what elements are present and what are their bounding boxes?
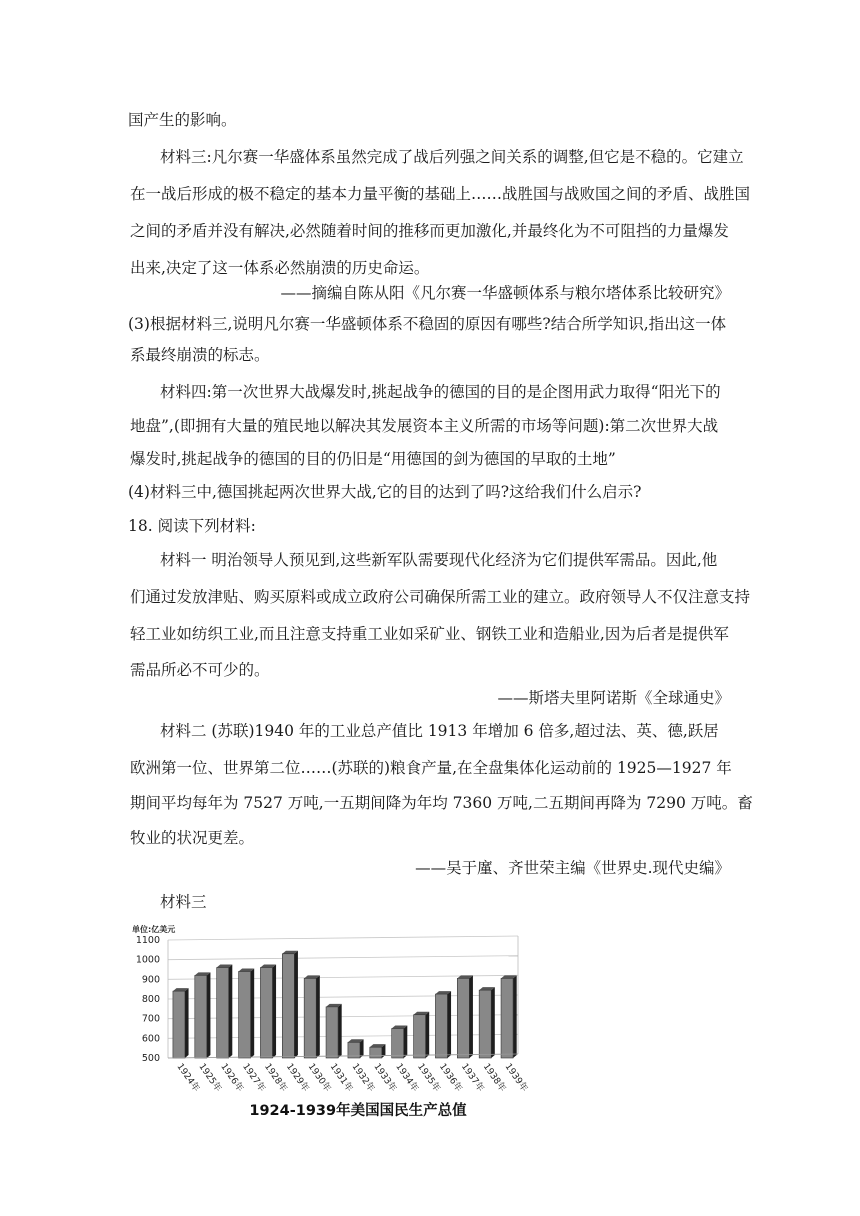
text-line: 牧业的状况更差。	[130, 829, 255, 847]
text-line: 材料三:凡尔赛一华盛体系虽然完成了战后列强之间关系的调整,但它是不稳的。它建立	[160, 148, 744, 166]
chart-bar-side	[207, 972, 211, 1058]
text-line: 材料二 (苏联)1940 年的工业总产值比 1913 年增加 6 倍多,超过法、英、德,跃居	[160, 722, 719, 740]
chart-bar-side	[491, 987, 495, 1058]
chart-xtick-label: 1934年	[393, 1061, 420, 1094]
text-line: 系最终崩溃的标志。	[130, 346, 270, 364]
chart-bar-side	[251, 968, 255, 1058]
text-line: 国产生的影响。	[128, 111, 237, 129]
chart-bar	[326, 1007, 338, 1058]
chart-bar	[260, 968, 272, 1058]
chart-bar	[501, 978, 513, 1058]
text-line: 爆发时,挑起战争的德国的目的仍旧是“用德国的剑为德国的早取的土地”	[130, 450, 616, 468]
chart-bar-side	[338, 1004, 342, 1058]
chart-ytick-label: 900	[141, 974, 160, 986]
chart-bar-side	[469, 975, 473, 1058]
chart-gridline	[168, 956, 518, 960]
chart-xtick-label: 1938年	[480, 1061, 508, 1094]
chart-xtick-label: 1932年	[349, 1061, 376, 1094]
question-18-heading: 18. 阅读下列材料:	[128, 517, 256, 535]
text-line: 在一战后形成的极不稳定的基本力量平衡的基础上……战胜国与战败国之间的矛盾、战胜国	[130, 185, 751, 203]
chart-bar	[392, 1029, 404, 1059]
chart-bar	[370, 1047, 382, 1058]
chart-bar	[282, 954, 294, 1058]
chart-svg	[128, 920, 538, 1120]
chart-xtick-label: 1925年	[196, 1061, 223, 1094]
chart-bar-side	[426, 1012, 430, 1058]
citation: ——斯塔夫里阿诺斯《全球通史》	[497, 689, 730, 707]
question-4: (4)材料三中,德国挑起两次世界大战,它的目的达到了吗?这给我们什么启示?	[128, 483, 642, 501]
text-line: 需品所必不可少的。	[130, 661, 270, 679]
chart-xtick-label: 1936年	[436, 1061, 464, 1094]
chart-bar-side	[294, 951, 298, 1058]
text-line: 出来,决定了这一体系必然崩溃的历史命运。	[130, 259, 430, 277]
chart-bar-side	[404, 1026, 408, 1059]
chart-bar	[435, 994, 447, 1058]
text-line: 轻工业如纺织工业,而且注意支持重工业如采矿业、钢铁工业和造船业,因为后者是提供军	[130, 625, 729, 643]
gnp-bar-chart	[128, 920, 538, 1120]
material-3-label: 材料三	[160, 893, 207, 911]
chart-xtick-label: 1930年	[305, 1061, 333, 1094]
chart-xtick-label: 1928年	[261, 1061, 289, 1094]
chart-xtick-label: 1926年	[218, 1061, 245, 1094]
chart-bar-side	[272, 965, 276, 1058]
chart-xtick-label: 1931年	[327, 1061, 355, 1094]
chart-bar	[304, 978, 316, 1058]
chart-bar	[457, 978, 469, 1058]
chart-ytick-label: 800	[141, 994, 160, 1005]
chart-ytick-label: 600	[141, 1033, 160, 1045]
chart-ytick-label: 500	[141, 1053, 160, 1064]
chart-title: 1924-1939年美国国民生产总值	[249, 1103, 467, 1119]
text-line: 们通过发放津贴、购买原料或成立政府公司确保所需工业的建立。政府领导人不仅注意支持	[130, 588, 751, 606]
chart-bar	[173, 991, 185, 1058]
text-line: 期间平均每年为 7527 万吨,一五期间降为年均 7360 万吨,二五期间再降为 7290 万吨。畜	[130, 794, 753, 812]
chart-bar	[479, 990, 491, 1058]
chart-bar	[239, 971, 251, 1058]
text-line: 地盘”,(即拥有大量的殖民地以解决其发展资本主义所需的市场等问题):第二次世界大战	[130, 417, 719, 435]
text-line: 欧洲第一位、世界第二位……(苏联的)粮食产量,在全盘集体化运动前的 1925—1927 年	[130, 759, 732, 777]
chart-ytick-label: 700	[141, 1013, 160, 1025]
text-line: 之间的矛盾并没有解决,必然随着时间的推移而更加激化,并最终化为不可阻挡的力量爆发	[130, 222, 729, 240]
citation: ——吴于廑、齐世荣主编《世界史.现代史编》	[415, 859, 730, 877]
chart-bar	[414, 1015, 426, 1058]
chart-bar-side	[229, 965, 233, 1058]
chart-xtick-label: 1935年	[415, 1061, 442, 1094]
chart-bar-side	[185, 988, 189, 1058]
chart-xtick-label: 1924年	[174, 1061, 201, 1094]
text-line: 材料四:第一次世界大战爆发时,挑起战争的德国的目的是企图用武力取得“阳光下的	[160, 383, 721, 401]
citation: ——摘编自陈从阳《凡尔赛一华盛顿体系与粮尔塔体系比较研究》	[280, 284, 730, 302]
chart-xtick-label: 1927年	[240, 1061, 267, 1094]
chart-unit-label: 单位:亿美元	[132, 925, 176, 934]
chart-bar-side	[360, 1039, 364, 1058]
text-line: 材料一 明治领导人预见到,这些新军队需要现代化经济为它们提供军需品。因此,他	[160, 551, 718, 569]
chart-bar-side	[316, 975, 320, 1058]
chart-bar	[195, 975, 207, 1058]
chart-ytick-label: 1000	[135, 954, 160, 966]
chart-xtick-label: 1939年	[502, 1061, 530, 1094]
chart-xtick-label: 1929年	[283, 1061, 311, 1094]
chart-bar	[217, 968, 229, 1058]
chart-xtick-label: 1937年	[458, 1061, 486, 1094]
chart-gridline	[168, 936, 518, 940]
question-3: (3)根据材料三,说明凡尔赛一华盛顿体系不稳固的原因有哪些?结合所学知识,指出这一体	[128, 315, 727, 333]
chart-xtick-label: 1933年	[371, 1061, 398, 1094]
chart-ytick-label: 1100	[135, 935, 160, 946]
chart-bar-side	[447, 991, 451, 1058]
chart-bar-side	[513, 975, 517, 1058]
